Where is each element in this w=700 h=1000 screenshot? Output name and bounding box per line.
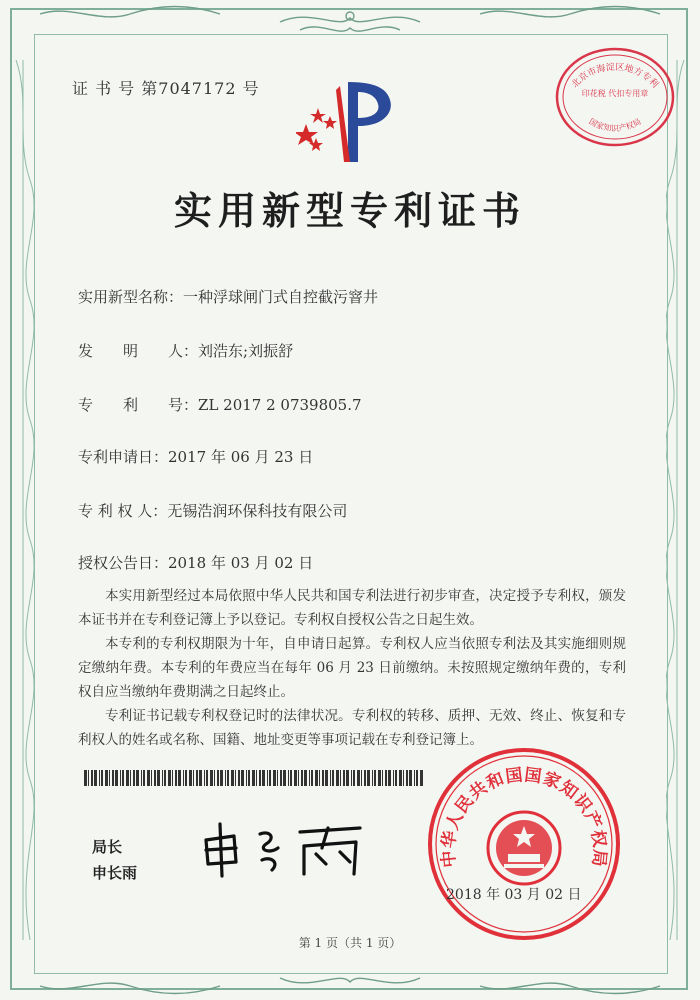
- tax-stamp-top-text: 北京市海淀区地方专利: [570, 62, 660, 91]
- seal-date: 2018 年 03 月 02 日: [446, 887, 582, 903]
- field-label: 实用新型名称：: [78, 288, 184, 306]
- field-patentee: [78, 500, 347, 521]
- field-grant-date: [78, 552, 313, 573]
- body-paragraph: 本实用新型经过本局依照中华人民共和国专利法进行初步审查，决定授予专利权，颁发本证书并在专利登记簿上予以登记。专利权自授权公告之日起生效。: [78, 588, 626, 628]
- director-title: 局长: [92, 838, 123, 856]
- national-emblem-icon: [488, 812, 560, 884]
- field-label: 专利申请日：: [78, 448, 169, 466]
- svg-text:国家知识产权局: [587, 117, 642, 133]
- cnipa-seal: [424, 744, 624, 944]
- tax-stamp: [552, 44, 678, 150]
- svg-text:北京市海淀区地方专利: [569, 61, 662, 90]
- field-label: 专 利 号：: [78, 396, 199, 414]
- field-label: 发 明 人：: [78, 342, 199, 360]
- field-value: 2017 年 06 月 23 日: [168, 448, 314, 466]
- page-number: 第 1 页（共 1 页）: [298, 936, 402, 950]
- field-value: 无锡浩润环保科技有限公司: [167, 502, 348, 520]
- tax-stamp-center-text: 印花税 代扣专用章: [581, 89, 649, 98]
- tax-stamp-bottom-text: 国家知识产权局: [587, 116, 643, 133]
- certificate-number: 证 书 号 第7047172 号: [72, 79, 260, 98]
- bottom-ornament: [0, 946, 700, 1000]
- field-label: 授权公告日：: [78, 554, 169, 572]
- director-name: 申长雨: [92, 864, 138, 882]
- body-paragraph: 专利证书记载专利权登记时的法律状况。专利权的转移、质押、无效、终止、恢复和专利权人的姓名或名称、国籍、地址变更等事项记载在专利登记簿上。: [78, 708, 626, 748]
- field-label: 专 利 权 人：: [78, 502, 168, 520]
- field-value: 一种浮球闸门式自控截污窨井: [183, 288, 379, 306]
- certificate-title: 实用新型专利证书: [173, 189, 526, 233]
- field-inventor: [78, 340, 293, 361]
- director-signature: [200, 818, 370, 878]
- field-value: ZL 2017 2 0739805.7: [198, 396, 362, 414]
- cnipa-logo: [296, 76, 396, 166]
- field-patent-number: [78, 394, 362, 415]
- field-utility-name: [78, 286, 378, 307]
- certificate-body: [78, 584, 626, 752]
- field-filing-date: [78, 446, 313, 467]
- field-value: 刘浩东;刘振舒: [198, 342, 294, 360]
- barcode: [84, 770, 424, 786]
- field-value: 2018 年 03 月 02 日: [168, 554, 314, 572]
- seal-text: 中华人民共和国国家知识产权局: [438, 765, 610, 869]
- body-paragraph: 本专利的专利权期限为十年，自申请日起算。专利权人应当依照专利法及其实施细则规定缴纳年费。本专利的年费应当在每年 06 月 23 日前缴纳。未按照规定缴纳年费的，专利权自应当缴纳年费期满之日起终止。: [78, 636, 626, 700]
